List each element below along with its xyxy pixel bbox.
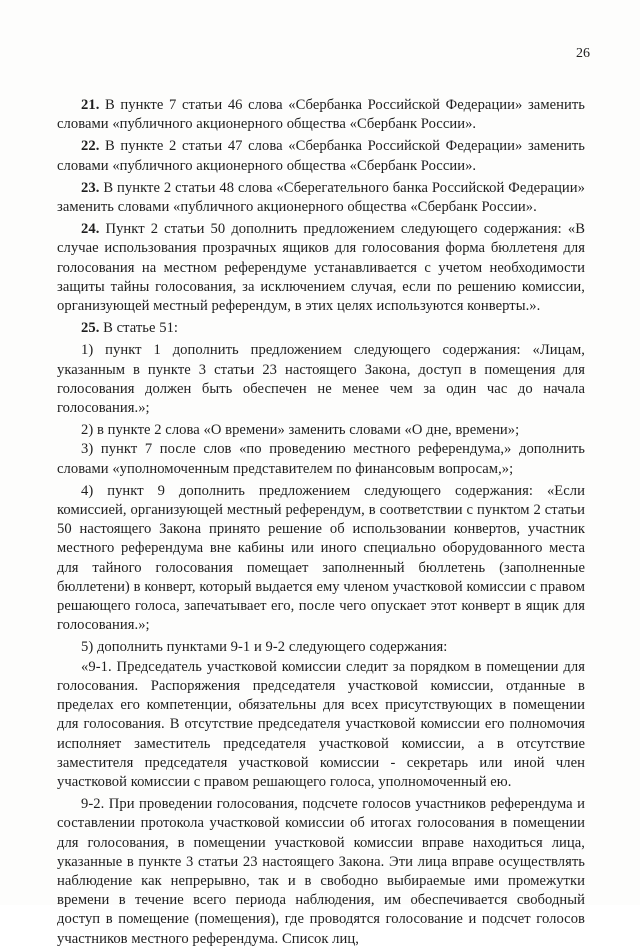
page-number: 26	[576, 46, 590, 61]
document-body	[57, 96, 585, 949]
clause-9-2	[57, 795, 585, 949]
subitem-2	[57, 421, 585, 440]
paragraph-text: 2) в пункте 2 слова «О времени» заменить словами «О дне, времени»;	[81, 422, 520, 439]
item-number: 21.	[81, 97, 100, 113]
paragraph-22	[57, 137, 585, 175]
paragraph-text: 4) пункт 9 дополнить предложением следующего содержания: «Если комиссией, организующей местный референдум, в соответствии с пунктом 2 статьи 50 настоящего Закона принято решение об использовании конвертов, участник местного референдума вне кабины или иного специально оборудованного места для тайного голосования помещает заполненный бюллетень (заполненные бюллетени) в конверт, который выдается ему членом участковой комиссии с правом решающего голоса, запечатывает его, после чего опускает этот конверт в ящик для голосования.»;	[57, 482, 585, 634]
paragraph-text: 9-2. При проведении голосования, подсчете голосов участников референдума и составлении протокола участковой комиссии об итогах голосования в помещении для голосования, в помещении участковой комиссии вправе находиться лица, указанные в пункте 3 статьи 23 настоящего Закона. Эти лица вправе осуществлять наблюдение как непрерывно, так и в свободно выбираемые ими промежутки времени в течение всего периода наблюдения, им обеспечивается свободный доступ в помещение (помещения), где проводятся голосование и подсчет голосов участников местного референдума. Список лиц,	[57, 796, 585, 947]
subitem-3	[57, 440, 585, 478]
item-number: 23.	[81, 179, 100, 196]
subitem-4	[57, 482, 585, 636]
paragraph-text: Пункт 2 статьи 50 дополнить предложением следующего содержания: «В случае использования прозрачных ящиков для голосования форма бюллетеня для голосования на местном референдуме устанавливается с учетом необходимости защиты тайны голосования, за исключением случая, если по решению комиссии, организующей местный референдум, в этих целях используются конверты.».	[57, 221, 585, 315]
paragraph-text: 1) пункт 1 дополнить предложением следующего содержания: «Лицам, указанным в пункте 3 статьи 23 настоящего Закона, доступ в помещения для голосования должен быть обеспечен не менее чем за один час до начала голосования.»;	[57, 342, 585, 417]
item-number: 24.	[81, 221, 100, 238]
paragraph-text: В пункте 2 статьи 48 слова «Сберегательного банка Российской Федерации» заменить словами «публичного акционерного общества «Сбербанк России».	[57, 179, 585, 216]
paragraph-text: 3) пункт 7 после слов «по проведению местного референдума,» дополнить словами «уполномоченным представителем по финансовым вопросам,»;	[57, 441, 585, 477]
paragraph-text: В пункте 7 статьи 46 слова «Сбербанка Российской Федерации» заменить словами «публичного акционерного общества «Сбербанк России».	[57, 97, 585, 133]
paragraph-24	[57, 220, 585, 316]
paragraph-text: «9-1. Председатель участковой комиссии следит за порядком в помещении для голосования. Распоряжения председателя участковой комиссии, отданные в пределах его компетенции, обязательны для всех присутствующих в помещении для голосования. В отсутствие председателя участковой комиссии его полномочия исполняет заместитель председателя участковой комиссии, а в отсутствие заместителя председателя участковой комиссии - секретарь или иной член участковой комиссии с правом решающего голоса, уполномоченный ею.	[57, 658, 585, 790]
paragraph-23	[57, 179, 585, 217]
paragraph-text: В статье 51:	[99, 320, 179, 337]
paragraph-21	[57, 96, 585, 134]
paragraph-text: В пункте 2 статьи 47 слова «Сбербанка Российской Федерации» заменить словами «публичного акционерного общества «Сбербанк России».	[57, 138, 585, 174]
item-number: 25.	[81, 320, 100, 337]
subitem-1	[57, 341, 585, 418]
subitem-5	[57, 638, 585, 657]
paragraph-25	[57, 319, 585, 338]
clause-9-1	[57, 658, 585, 792]
item-number: 22.	[81, 138, 100, 155]
paragraph-text: 5) дополнить пунктами 9-1 и 9-2 следующего содержания:	[81, 639, 448, 656]
